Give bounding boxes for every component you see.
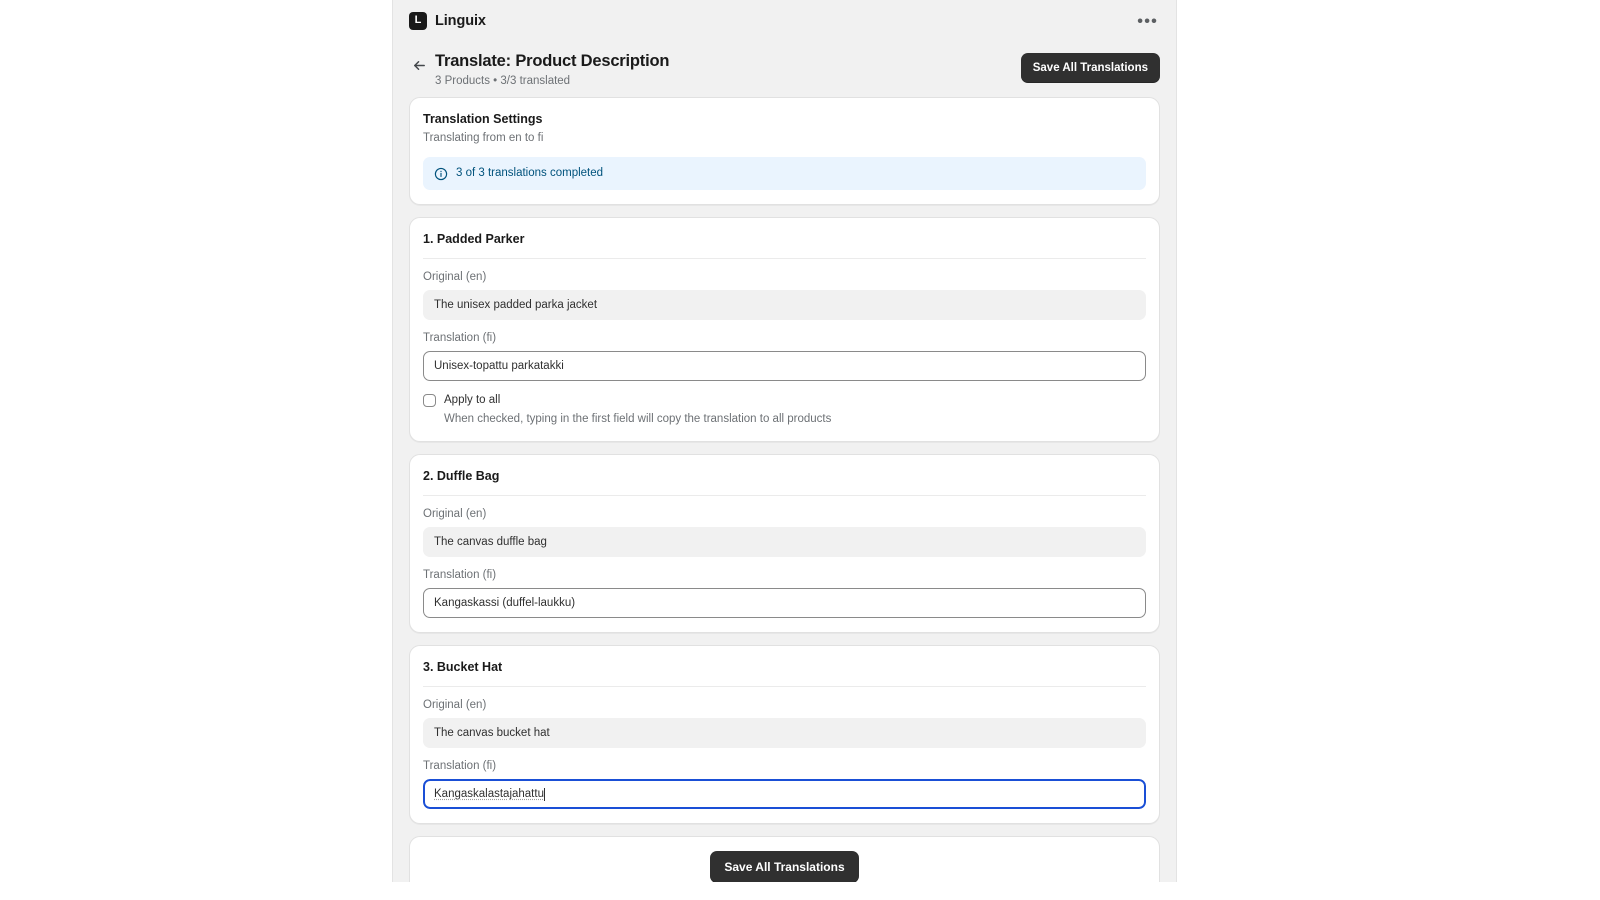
app-topbar bbox=[393, 0, 1176, 41]
app-logo-icon: L bbox=[409, 12, 427, 30]
product-title-2: 2. Duffle Bag bbox=[423, 468, 1146, 496]
app-name: Linguix bbox=[435, 12, 486, 29]
brand bbox=[409, 12, 486, 30]
apply-to-all-help: When checked, typing in the first field will copy the translation to all products bbox=[444, 413, 832, 425]
original-text-2: The canvas duffle bag bbox=[423, 527, 1146, 557]
translation-input-1[interactable]: Unisex-topattu parkatakki bbox=[423, 351, 1146, 381]
product-title-3: 3. Bucket Hat bbox=[423, 659, 1146, 687]
info-icon bbox=[434, 167, 448, 181]
apply-to-all-label: Apply to all bbox=[444, 394, 501, 406]
translation-settings-card bbox=[409, 97, 1160, 205]
product-card-1 bbox=[409, 217, 1160, 442]
page-subtitle: 3 Products • 3/3 translated bbox=[435, 75, 571, 87]
product-title-1: 1. Padded Parker bbox=[423, 231, 1146, 259]
translation-input-2[interactable]: Kangaskassi (duffel-laukku) bbox=[423, 588, 1146, 618]
original-label-1: Original (en) bbox=[423, 271, 487, 283]
more-options-icon[interactable]: ••• bbox=[1137, 11, 1158, 30]
product-card-2 bbox=[409, 454, 1160, 633]
apply-to-all-checkbox[interactable] bbox=[423, 394, 436, 407]
back-arrow-icon[interactable] bbox=[409, 55, 429, 75]
save-all-translations-button-top[interactable]: Save All Translations bbox=[1021, 53, 1160, 83]
translation-label-2: Translation (fi) bbox=[423, 569, 497, 581]
page-title: Translate: Product Description bbox=[435, 52, 670, 70]
original-text-3: The canvas bucket hat bbox=[423, 718, 1146, 748]
translation-label-3: Translation (fi) bbox=[423, 760, 497, 772]
completion-banner-text: 3 of 3 translations completed bbox=[456, 167, 604, 179]
translation-input-3-value: Kangaskalastajahattu bbox=[434, 788, 544, 800]
footer-actions-card bbox=[409, 836, 1160, 882]
original-label-2: Original (en) bbox=[423, 508, 487, 520]
page-header bbox=[393, 41, 1176, 97]
translation-input-3[interactable] bbox=[423, 779, 1146, 809]
save-all-translations-button-bottom[interactable]: Save All Translations bbox=[710, 851, 858, 882]
translation-label-1: Translation (fi) bbox=[423, 332, 497, 344]
settings-subtitle: Translating from en to fi bbox=[423, 132, 544, 144]
original-label-3: Original (en) bbox=[423, 699, 487, 711]
text-caret bbox=[544, 788, 545, 801]
app-window bbox=[392, 0, 1177, 882]
apply-to-all-row[interactable] bbox=[423, 393, 1146, 408]
product-card-3 bbox=[409, 645, 1160, 824]
settings-title: Translation Settings bbox=[423, 112, 543, 126]
completion-banner bbox=[423, 157, 1146, 190]
original-text-1: The unisex padded parka jacket bbox=[423, 290, 1146, 320]
